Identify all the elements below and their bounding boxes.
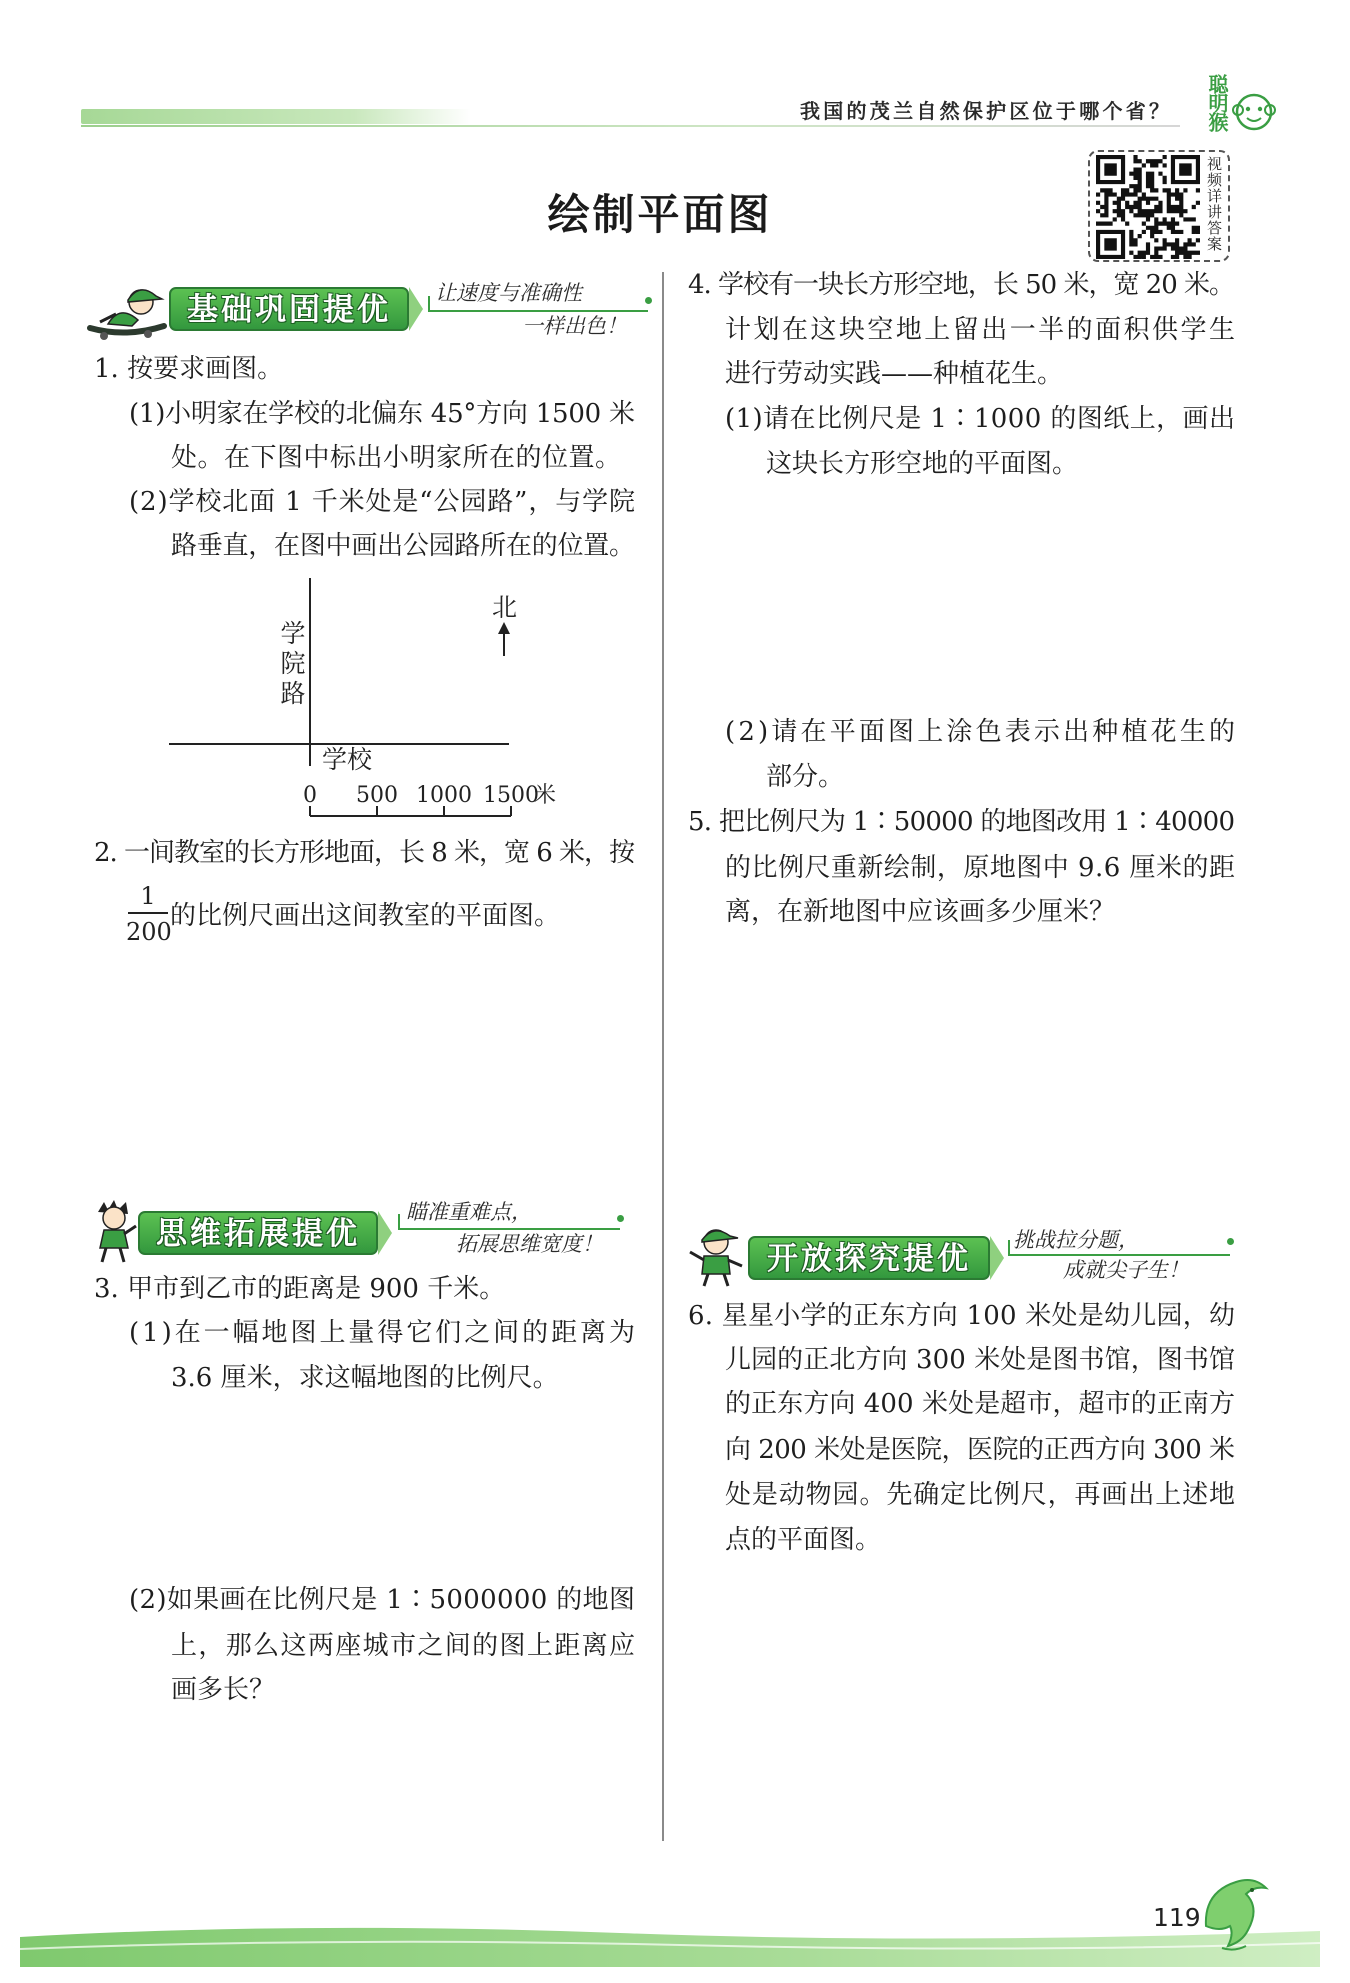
q1-line-3: 处。在下图中标出小明家所在的位置。	[171, 443, 622, 473]
q3-line-2: (1)在一幅地图上量得它们之间的距离为	[129, 1318, 638, 1348]
road-label: 学院路	[277, 620, 306, 710]
q3-line-6: 画多长？	[171, 1675, 276, 1705]
section-basic-slogan-2: 一样出色！	[522, 314, 627, 338]
kid-cap-icon	[686, 1222, 748, 1288]
section-open-slogan-2: 成就尖子生！	[1063, 1258, 1189, 1282]
q3-line-3: 3.6 厘米，求这幅地图的比例尺。	[171, 1363, 559, 1393]
q6-line-4: 向 200 米处是医院，医院的正西方向 300 米	[725, 1435, 1235, 1465]
north-arrow-head	[498, 622, 510, 634]
q2-fraction-denominator: 200	[126, 918, 172, 946]
q5-line-2: 的比例尺重新绘制，原地图中 9.6 厘米的距	[725, 853, 1236, 883]
q6-line-6: 点的平面图。	[725, 1525, 882, 1555]
brand-logo-text: 聪明猴	[1205, 74, 1229, 131]
q3-line-5: 上，那么这两座城市之间的图上距离应	[171, 1631, 637, 1661]
q4-line-7: 部分。	[766, 762, 845, 792]
qr-pattern	[1096, 155, 1200, 259]
q2-fraction-bar	[128, 912, 168, 914]
column-divider	[662, 272, 664, 1841]
section-banner-basic-tail	[409, 287, 423, 331]
scale-label-1000: 1000	[416, 783, 472, 808]
scale-label-1500: 1500	[483, 783, 539, 808]
q2-line-2: 的比例尺画出这间教室的平面图。	[170, 901, 561, 931]
q4-line-3: 进行劳动实践——种植花生。	[725, 359, 1064, 389]
q1-line-2: (1)小明家在学校的北偏东 45°方向 1500 米	[129, 399, 635, 429]
section-thinking-slogan-dot	[617, 1215, 624, 1222]
section-banner-open: 开放探究提优	[748, 1236, 990, 1280]
header-question: 我国的茂兰自然保护区位于哪个省？	[800, 99, 1173, 123]
q5-line-1: 5. 把比例尺为 1∶50000 的地图改用 1∶40000	[688, 807, 1235, 837]
q3-line-4: (2)如果画在比例尺是 1∶5000000 的地图	[129, 1585, 636, 1615]
header-band	[81, 109, 471, 124]
q6-line-1: 6. 星星小学的正东方向 100 米处是幼儿园，幼	[688, 1301, 1236, 1331]
q6-line-5: 处是动物园。先确定比例尺，再画出上述地	[725, 1480, 1236, 1510]
q2-line-1: 2. 一间教室的长方形地面，长 8 米，宽 6 米，按	[94, 838, 634, 868]
section-banner-thinking: 思维拓展提优	[138, 1211, 378, 1255]
school-label: 学校	[322, 745, 373, 774]
q3-line-1: 3. 甲市到乙市的距离是 900 千米。	[94, 1274, 506, 1304]
section-open-slogan-1: 挑战拉分题，	[1013, 1228, 1139, 1252]
page-title: 绘制平面图	[547, 190, 773, 239]
section-thinking-slogan-2: 拓展思维宽度！	[456, 1232, 603, 1256]
q6-line-3: 的正东方向 400 米处是超市，超市的正南方	[725, 1389, 1236, 1419]
kid-skateboard-icon	[86, 278, 170, 342]
scale-unit: 米	[534, 783, 557, 808]
section-banner-open-tail	[990, 1236, 1004, 1280]
q1-line-4: (2)学校北面 1 千米处是“公园路”，与学院	[129, 487, 636, 517]
scale-label-0: 0	[303, 783, 317, 808]
q4-line-6: (2)请在平面图上涂色表示出种植花生的	[725, 717, 1239, 747]
q4-line-2: 计划在这块空地上留出一半的面积供学生	[725, 315, 1238, 345]
footer-wave	[0, 1915, 1350, 1975]
dolphin-icon	[1194, 1868, 1276, 1954]
q1-line-5: 路垂直，在图中画出公园路所在的位置。	[171, 531, 635, 561]
monkey-logo-icon	[1230, 88, 1278, 136]
q4-line-1: 4. 学校有一块长方形空地，长 50 米，宽 20 米。	[688, 270, 1234, 300]
section-banner-basic: 基础巩固提优	[169, 287, 409, 331]
section-thinking-slogan-1: 瞄准重难点，	[406, 1200, 532, 1224]
section-basic-slogan-dot	[645, 297, 652, 304]
q1-line-1: 1. 按要求画图。	[94, 354, 284, 384]
q4-line-4: (1)请在比例尺是 1∶1000 的图纸上，画出	[725, 404, 1236, 434]
page-number: 119	[1153, 1903, 1201, 1932]
north-label: 北	[492, 593, 518, 622]
kid-standing-icon	[88, 1198, 140, 1264]
scale-label-500: 500	[356, 783, 398, 808]
q4-line-5: 这块长方形空地的平面图。	[766, 449, 1079, 479]
q6-line-2: 儿园的正北方向 300 米处是图书馆，图书馆	[725, 1345, 1236, 1375]
q5-line-3: 离，在新地图中应该画多少厘米？	[725, 897, 1116, 927]
section-banner-thinking-tail	[378, 1211, 392, 1255]
qr-code	[1096, 155, 1200, 259]
section-open-slogan-dot	[1227, 1238, 1234, 1245]
section-basic-slogan-1: 让速度与准确性	[435, 281, 582, 305]
qr-caption: 视频详讲答案	[1205, 156, 1223, 252]
q2-fraction-numerator: 1	[140, 882, 156, 910]
